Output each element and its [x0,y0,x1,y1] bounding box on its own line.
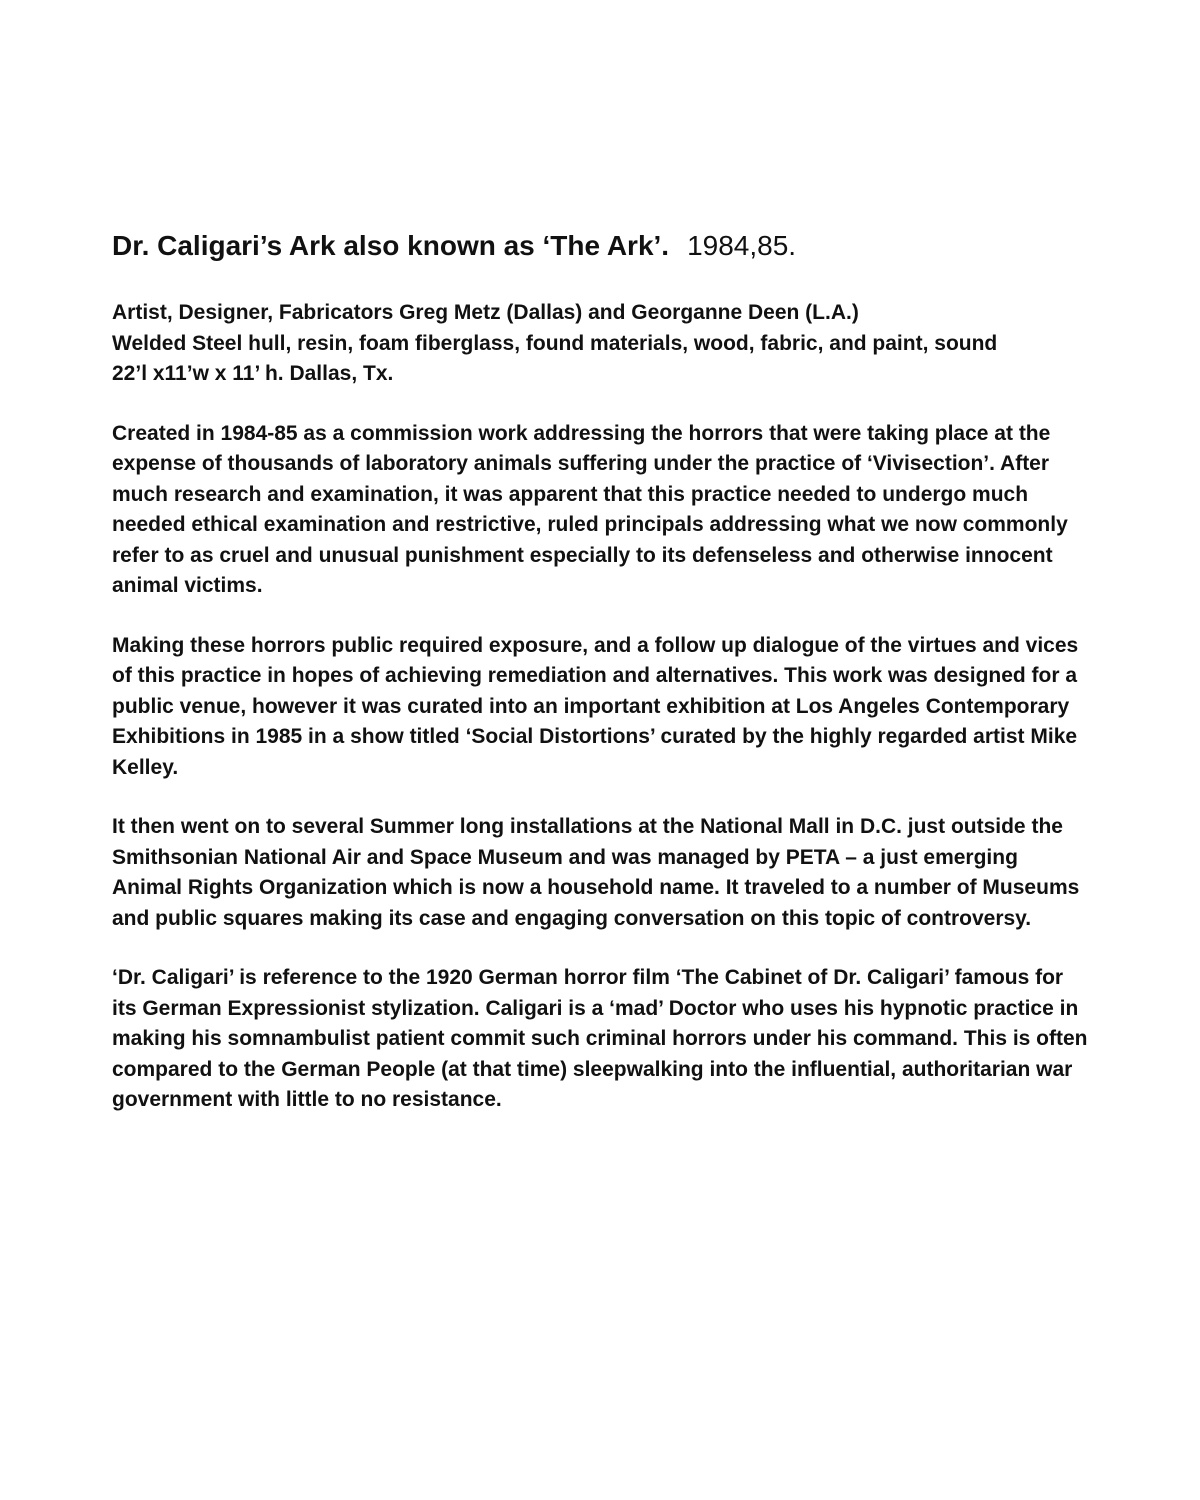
dimensions-line: 22’l x11’w x 11’ h. Dallas, Tx. [112,362,394,385]
artists-line: Artist, Designer, Fabricators Greg Metz (Dallas) and Georganne Deen (L.A.) [112,301,859,324]
paragraph-exhibition: Making these horrors public required exposure, and a follow up dialogue of the virtues and vices of this practice in hopes of achieving remediation and alternatives. This work was designed for a public venue, however it was curated into an important exhibition at Los Angeles Contemporary Exhibitions in 1985 in a show titled ‘Social Distortions’ curated by the highly regarded artist Mike Kelley. [112,633,1079,779]
document-page [112,226,1092,1116]
artwork-details [112,298,1092,390]
materials-line: Welded Steel hull, resin, foam fiberglass, found materials, wood, fabric, and paint, sound [112,331,998,355]
document-title [112,226,1092,266]
title-text: Dr. Caligari’s Ark also known as ‘The Ark’. [112,230,670,261]
paragraph-commission: Created in 1984-85 as a commission work addressing the horrors that were taking place at the expense of thousands of laboratory animals suffering under the practice of ‘Vivisection’. After much research and examination, it was apparent that this practice needed to undergo much needed ethical examination and restrictive, ruled principals addressing what we now commonly refer to as cruel and unusual punishment especially to its defenseless and otherwise innocent animal victims. [112,421,1068,597]
paragraph-installations: It then went on to several Summer long installations at the National Mall in D.C. just outside the Smithsonian National Air and Space Museum and was managed by PETA – a just emerging Animal Rights Organization which is now a household name. It traveled to a number of Museums and public squares making its case and engaging conversation on this topic of controversy. [112,815,1080,930]
title-year: 1984,85. [687,230,797,261]
paragraph-caligari-reference: ‘Dr. Caligari’ is reference to the 1920 German horror film ‘The Cabinet of Dr. Caligari’ famous for its German Expressionist stylization. Caligari is a ‘mad’ Doctor who uses his hypnotic practice in making his somnambulist patient commit such criminal horrors under his command. This is often compared to the German People (at that time) sleepwalking into the influential, authoritarian war government with little to no resistance. [112,966,1088,1111]
